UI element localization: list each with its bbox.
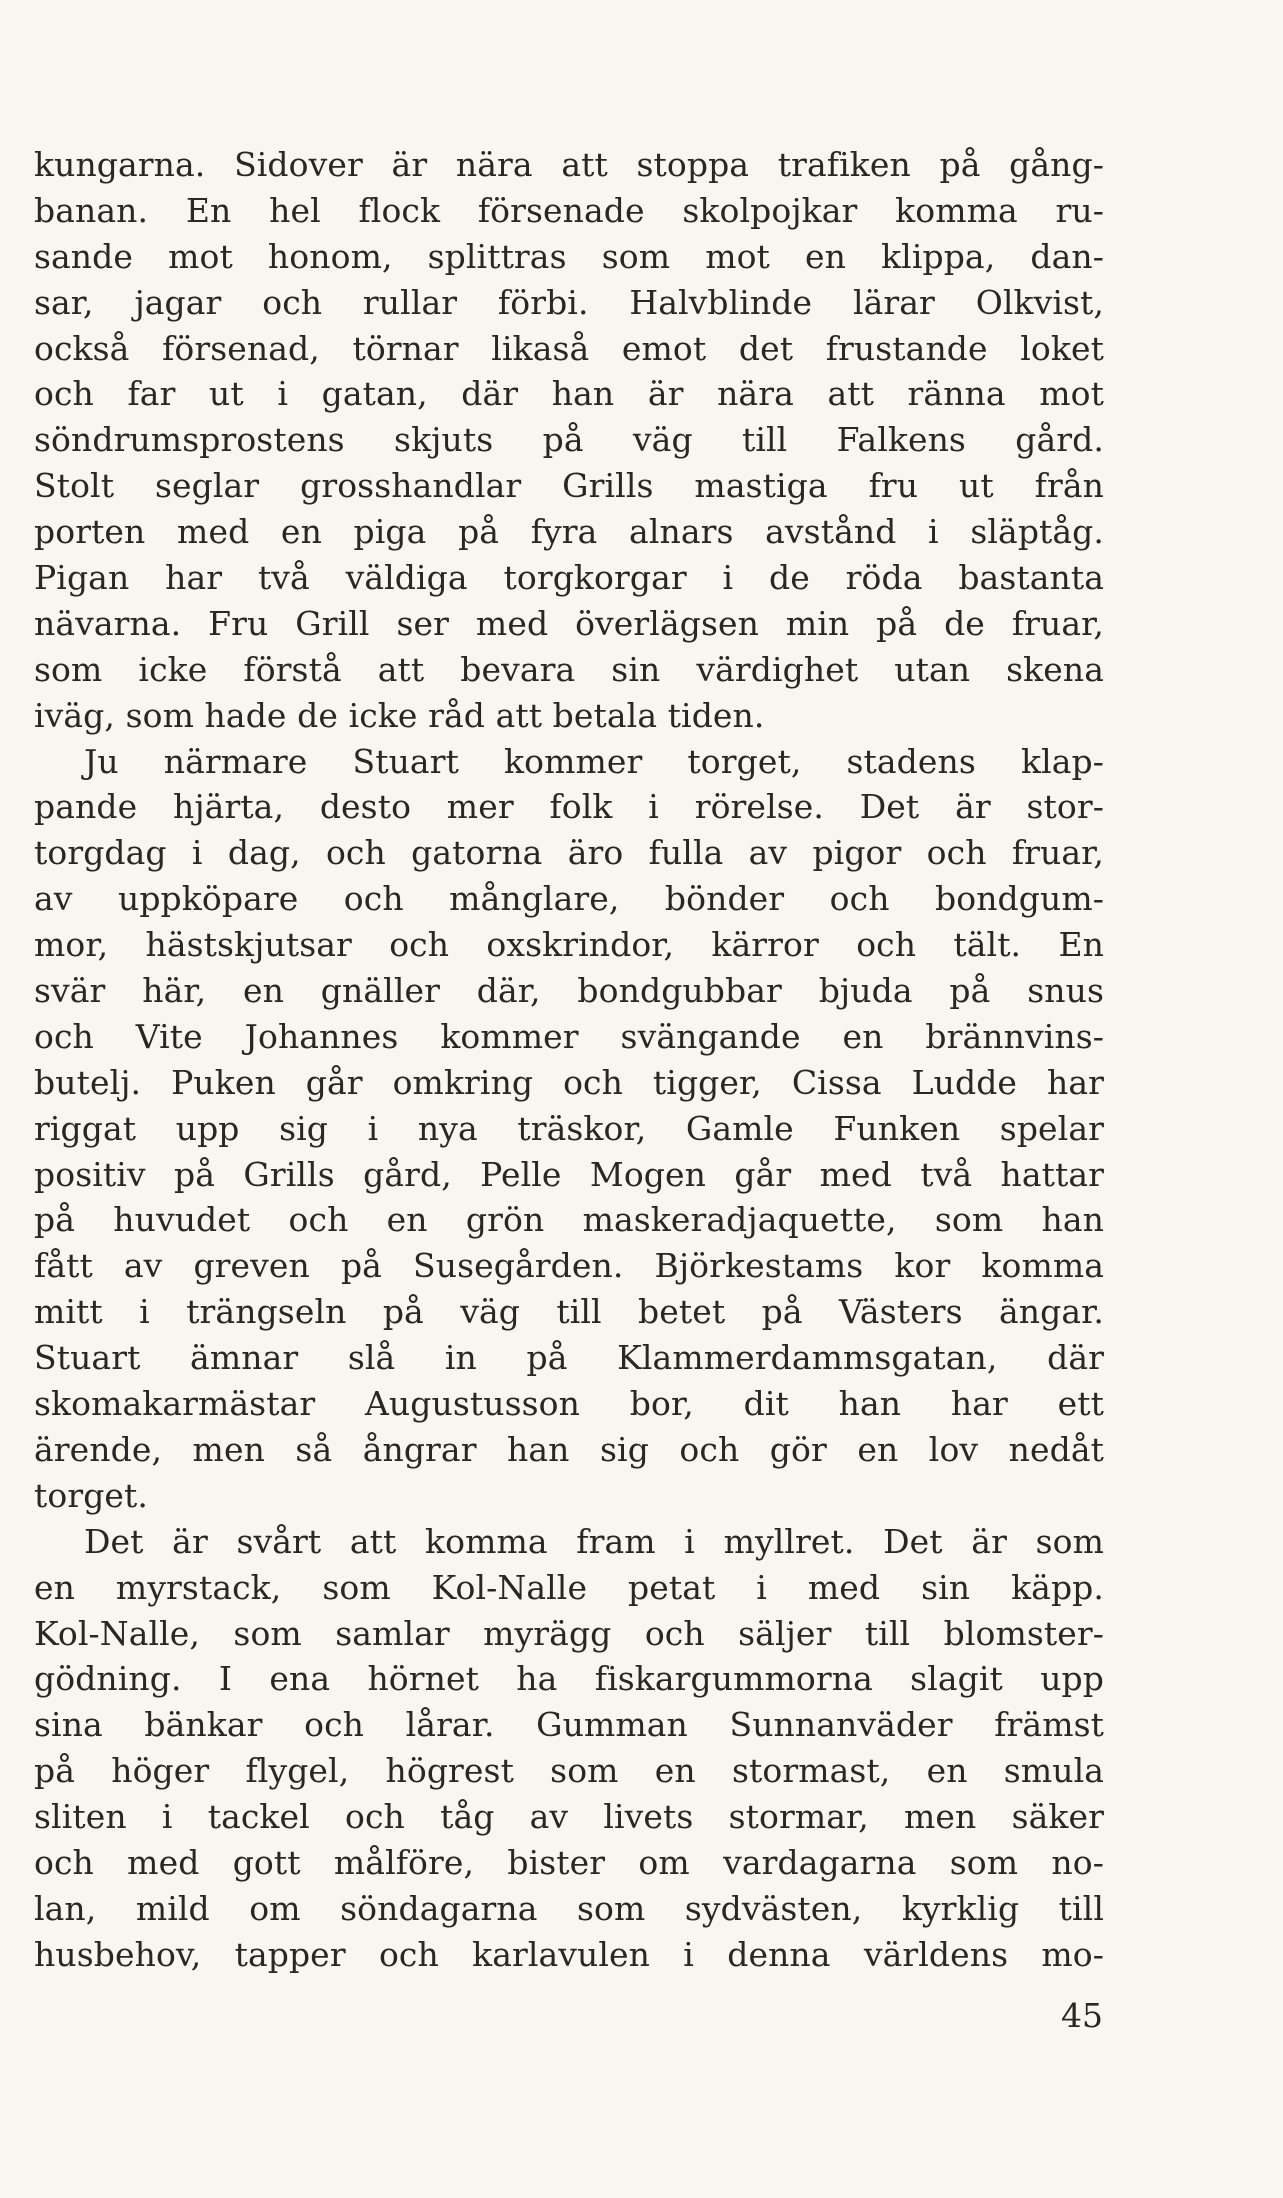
paragraph-start-line: Ju närmare Stuart kommer torget, stadens klap- [84,741,1104,781]
text-line: lan, mild om söndagarna som sydvästen, kyrklig till [34,1888,1104,1928]
text-line: svär här, en gnäller där, bondgubbar bjuda på snus [34,971,1104,1011]
text-line: positiv på Grills gård, Pelle Mogen går med två hattar [34,1154,1104,1194]
text-line: sina bänkar och lårar. Gumman Sunnanväder främst [34,1705,1104,1745]
paragraph-start-line: Det är svårt att komma fram i myllret. Det är som [84,1521,1104,1561]
text-line: fått av greven på Susegården. Björkestams kor komma [34,1246,1104,1286]
text-line: mitt i trängseln på väg till betet på Västers ängar. [34,1292,1104,1332]
text-line: och far ut i gatan, där han är nära att ränna mot [34,374,1104,414]
text-line: husbehov, tapper och karlavulen i denna världens mo- [34,1934,1104,1974]
text-line: nävarna. Fru Grill ser med överlägsen min på de fruar, [34,603,1104,643]
text-line: riggat upp sig i nya träskor, Gamle Funken spelar [34,1108,1104,1148]
text-line: kungarna. Sidover är nära att stoppa trafiken på gång- [34,145,1104,184]
text-line: söndrumsprostens skjuts på väg till Falkens gård. [34,420,1104,460]
text-line: på höger flygel, högrest som en stormast, en smula [34,1751,1104,1791]
text-line: gödning. I ena hörnet ha fiskargummorna slagit upp [34,1659,1104,1699]
text-line: och med gott målföre, bister om vardagarna som no- [34,1842,1104,1882]
text-line: banan. En hel flock försenade skolpojkar komma ru- [34,190,1104,230]
text-line: och Vite Johannes kommer svängande en brännvins- [34,1016,1104,1056]
body-text [34,142,1104,1978]
text-line: porten med en piga på fyra alnars avstånd i släptåg. [34,512,1104,552]
text-line: Pigan har två väldiga torgkorgar i de röda bastanta [34,558,1104,598]
text-line: pande hjärta, desto mer folk i rörelse. Det är stor- [34,787,1104,827]
text-line: en myrstack, som Kol-Nalle petat i med sin käpp. [34,1567,1104,1607]
text-line: Stuart ämnar slå in på Klammerdammsgatan, där [34,1338,1104,1378]
text-line: torgdag i dag, och gatorna äro fulla av pigor och fruar, [34,833,1104,873]
text-line: sliten i tackel och tåg av livets stormar, men säker [34,1797,1104,1837]
text-line: Stolt seglar grosshandlar Grills mastiga fru ut från [34,466,1104,506]
text-line: på huvudet och en grön maskeradjaquette, som han [34,1200,1104,1240]
text-line: också försenad, törnar likaså emot det frustande loket [34,328,1104,368]
text-line: mor, hästskjutsar och oxskrindor, kärror och tält. En [34,925,1104,965]
paragraph-end-line: iväg, som hade de icke råd att betala tiden. [34,695,765,735]
paragraph-end-line: torget. [34,1475,149,1515]
text-line: Kol-Nalle, som samlar myrägg och säljer till blomster- [34,1613,1104,1653]
text-line: som icke förstå att bevara sin värdighet utan skena [34,649,1104,689]
text-line: sar, jagar och rullar förbi. Halvblinde lärar Olkvist, [34,282,1104,322]
text-line: sande mot honom, splittras som mot en klippa, dan- [34,236,1104,276]
text-line: skomakarmästar Augustusson bor, dit han har ett [34,1384,1104,1424]
text-line: ärende, men så ångrar han sig och gör en lov nedåt [34,1429,1104,1469]
page-number: 45 [1061,1996,1103,2035]
text-line: av uppköpare och månglare, bönder och bondgum- [34,879,1104,919]
text-line: butelj. Puken går omkring och tigger, Cissa Ludde har [34,1062,1104,1102]
